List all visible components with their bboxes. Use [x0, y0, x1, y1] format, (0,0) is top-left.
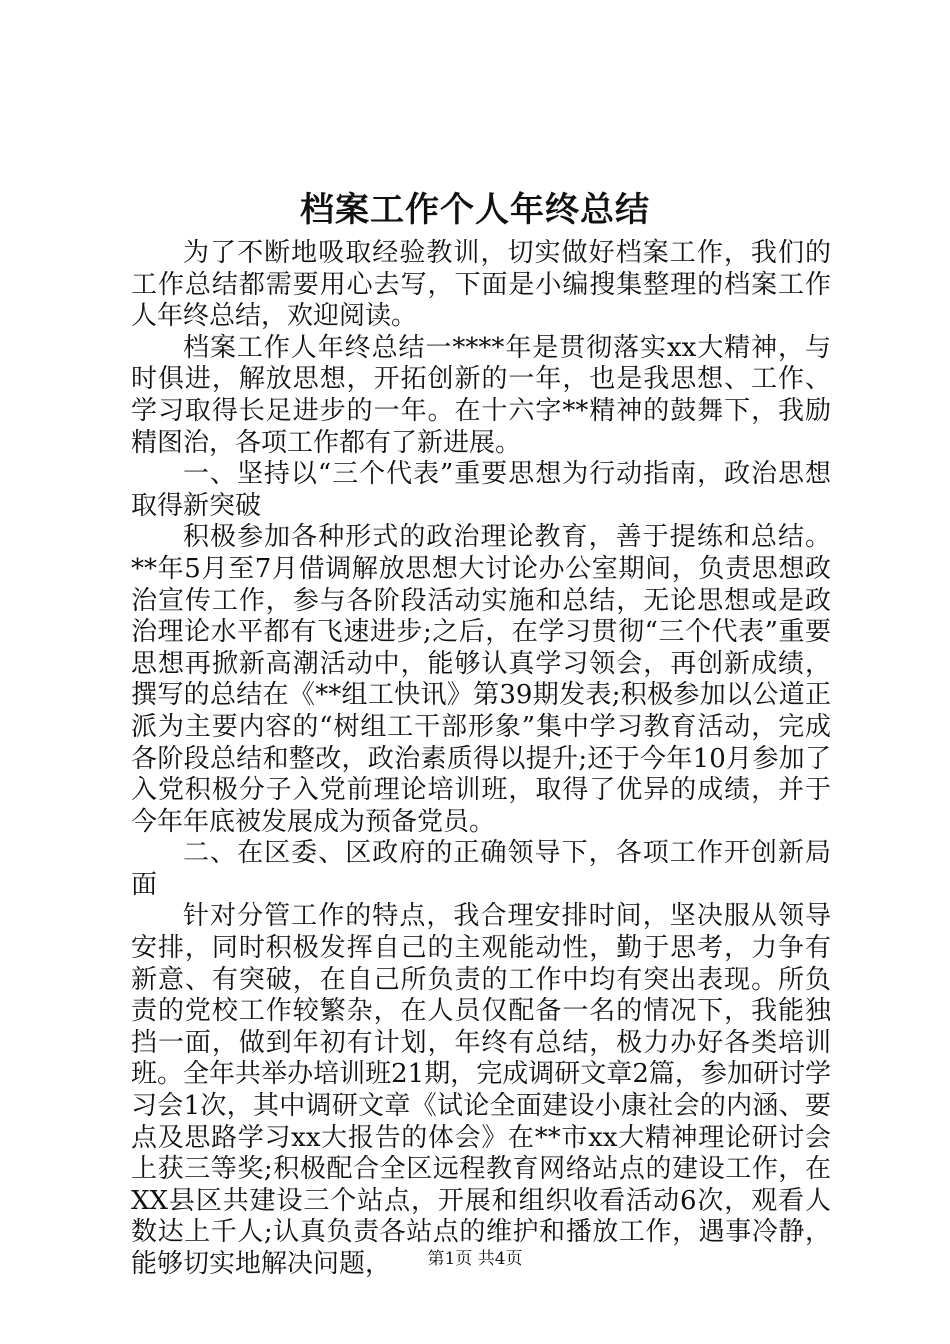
document-body: [131, 238, 831, 1281]
page-number-footer: 第1页 共4页: [427, 1249, 523, 1269]
section-heading-two: 二、在区委、区政府的正确领导下，各项工作开创新局面: [131, 838, 831, 900]
paragraph-political-study: 积极参加各种形式的政治理论教育，善于提练和总结。**年5月至7月借调解放思想大讨论办公室期间，负责思想政治宣传工作，参与各阶段活动实施和总结，无论思想或是政治理论水平都有飞速进步;之后，在学习贯彻“三个代表”重要思想再掀新高潮活动中，能够认真学习领会，再创新成绩，撰写的总结在《**组工快讯》第39期发表;积极参加以公道正派为主要内容的“树组工干部形象”集中学习教育活动，完成各阶段总结和整改，政治素质得以提升;还于今年10月参加了入党积极分子入党前理论培训班，取得了优异的成绩，并于今年年底被发展成为预备党员。: [131, 522, 831, 837]
document-title: 档案工作个人年终总结: [300, 190, 650, 230]
paragraph-intro: 为了不断地吸取经验教训，切实做好档案工作，我们的工作总结都需要用心去写，下面是小编搜集整理的档案工作人年终总结，欢迎阅读。: [131, 238, 831, 332]
section-heading-one: 一、坚持以“三个代表”重要思想为行动指南，政治思想取得新突破: [131, 459, 831, 521]
paragraph-summary-one: 档案工作人年终总结一****年是贯彻落实xx大精神，与时俱进，解放思想，开拓创新的一年，也是我思想、工作、学习取得长足进步的一年。在十六字**精神的鼓舞下，我励精图治，各项工作都有了新进展。: [131, 332, 831, 458]
paragraph-work-achievements: 针对分管工作的特点，我合理安排时间，坚决服从领导安排，同时积极发挥自己的主观能动性，勤于思考，力争有新意、有突破，在自己所负责的工作中均有突出表现。所负责的党校工作较繁杂，在人员仅配备一名的情况下，我能独挡一面，做到年初有计划，年终有总结，极力办好各类培训班。全年共举办培训班21期，完成调研文章2篇，参加研讨学习会1次，其中调研文章《试论全面建设小康社会的内涵、要点及思路学习xx大报告的体会》在**市xx大精神理论研讨会上获三等奖;积极配合全区远程教育网络站点的建设工作，在XX县区共建设三个站点，开展和组织收看活动6次，观看人数达上千人;认真负责各站点的维护和播放工作，遇事冷静，能够切实地解决问题，: [131, 901, 831, 1279]
